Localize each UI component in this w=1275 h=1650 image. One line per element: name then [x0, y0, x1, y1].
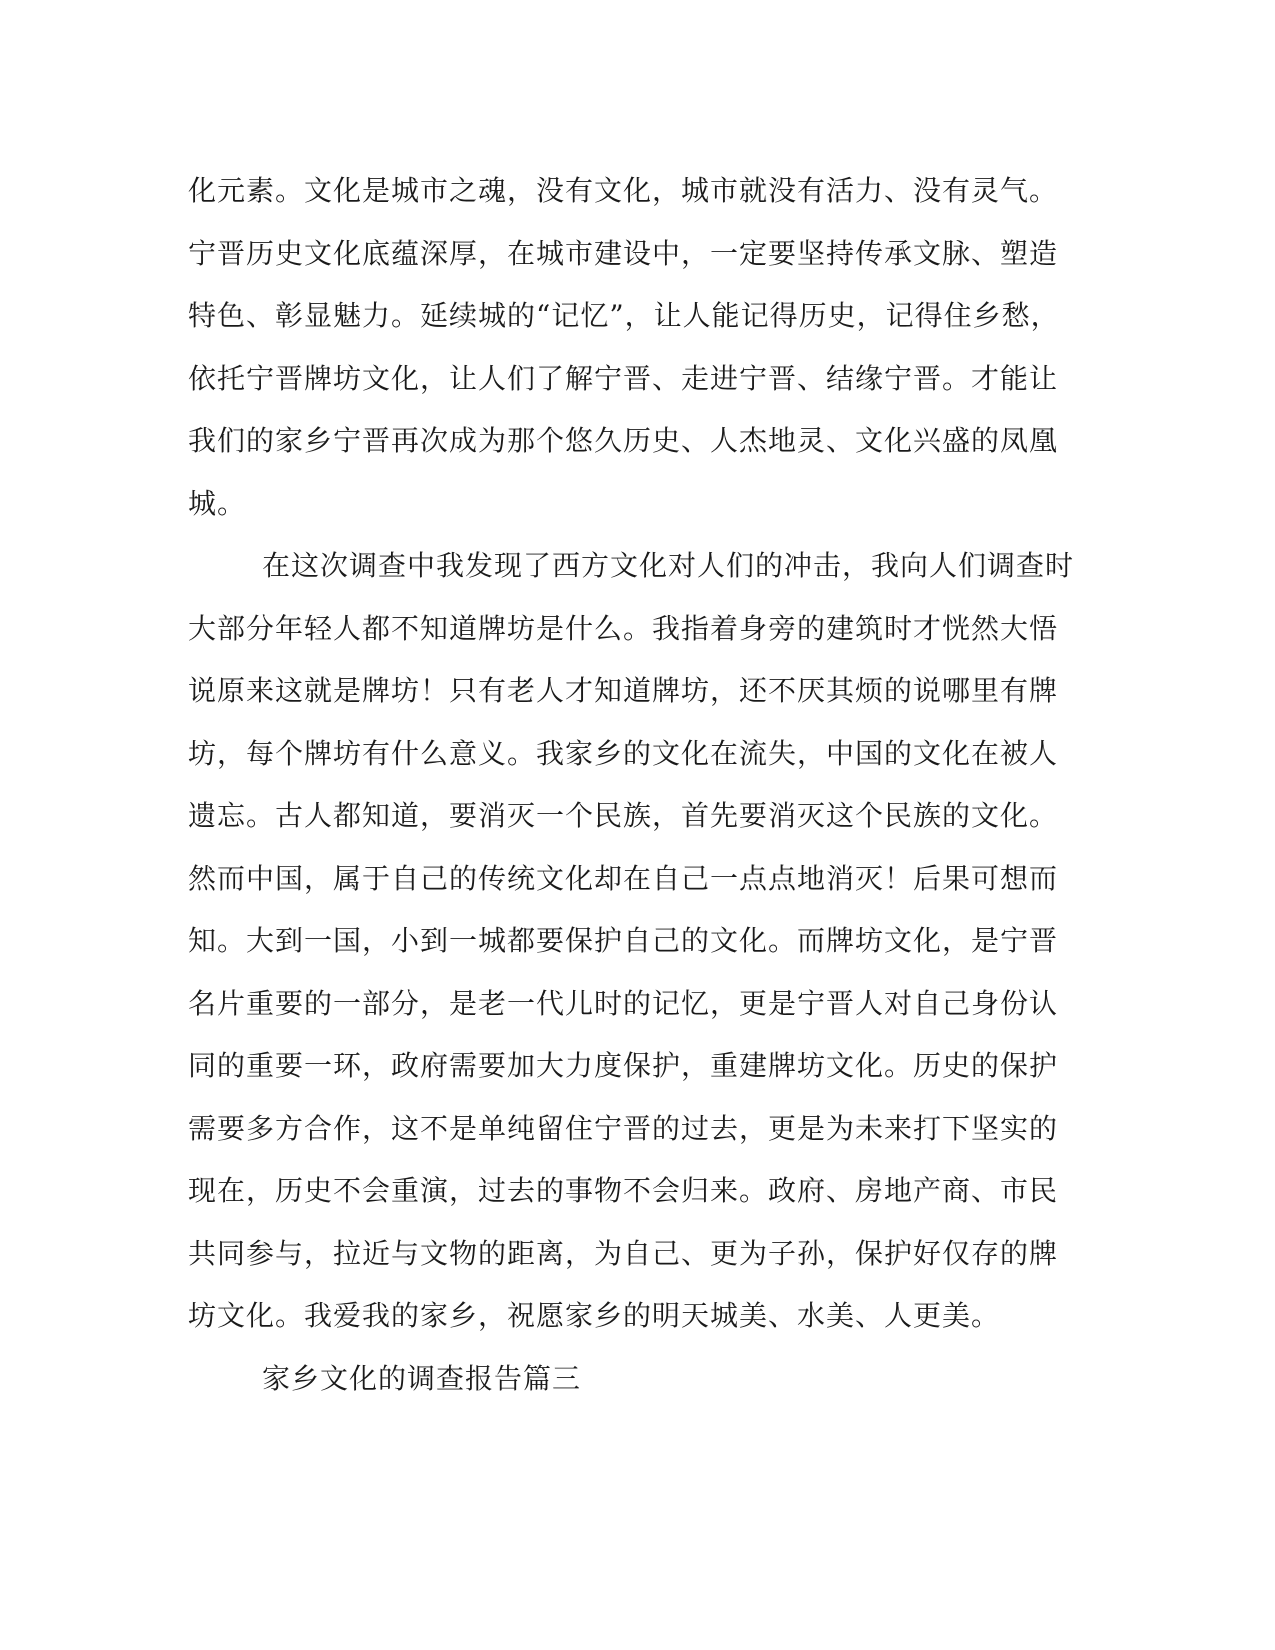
- text-line: 说原来这就是牌坊！只有老人才知道牌坊，还不厌其烦的说哪里有牌: [188, 674, 1059, 707]
- paragraph-1: [188, 160, 1068, 535]
- text-line: 我们的家乡宁晋再次成为那个悠久历史、人杰地灵、文化兴盛的凤凰: [188, 424, 1059, 457]
- text-line: 知。大到一国，小到一城都要保护自己的文化。而牌坊文化，是宁晋: [188, 924, 1059, 957]
- text-line: 名片重要的一部分，是老一代儿时的记忆，更是宁晋人对自己身份认: [188, 986, 1059, 1020]
- text-line: 坊，每个牌坊有什么意义。我家乡的文化在流失，中国的文化在被人: [188, 736, 1059, 770]
- text-line: 化元素。文化是城市之魂，没有文化，城市就没有活力、没有灵气。: [188, 174, 1059, 207]
- text-line: 宁晋历史文化底蕴深厚，在城市建设中，一定要坚持传承文脉、塑造: [188, 236, 1059, 270]
- paragraph-2: [188, 535, 1075, 1348]
- text-line: 特色、彰显魅力。延续城的“记忆”，让人能记得历史，记得住乡愁，: [188, 299, 1060, 332]
- text-line: 城。: [188, 486, 247, 520]
- text-line: 依托宁晋牌坊文化，让人们了解宁晋、走进宁晋、结缘宁晋。才能让: [188, 361, 1059, 395]
- text-line: 共同参与，拉近与文物的距离，为自己、更为子孙，保护好仅存的牌: [188, 1236, 1059, 1270]
- text-line: 需要多方合作，这不是单纯留住宁晋的过去，更是为未来打下坚实的: [188, 1111, 1059, 1145]
- text-line: 在这次调查中我发现了西方文化对人们的冲击，我向人们调查时: [262, 549, 1075, 582]
- section-heading: 家乡文化的调查报告篇三: [262, 1361, 582, 1395]
- text-line: 同的重要一环，政府需要加大力度保护，重建牌坊文化。历史的保护: [188, 1049, 1059, 1082]
- text-line: 坊文化。我爱我的家乡，祝愿家乡的明天城美、水美、人更美。: [188, 1299, 1001, 1332]
- text-line: 大部分年轻人都不知道牌坊是什么。我指着身旁的建筑时才恍然大悟: [188, 611, 1059, 645]
- text-line: 现在，历史不会重演，过去的事物不会归来。政府、房地产商、市民: [188, 1174, 1059, 1207]
- text-line: 然而中国，属于自己的传统文化却在自己一点点地消灭！后果可想而: [188, 861, 1059, 895]
- document-body: [188, 160, 1075, 1410]
- text-line: 遗忘。古人都知道，要消灭一个民族，首先要消灭这个民族的文化。: [188, 799, 1059, 832]
